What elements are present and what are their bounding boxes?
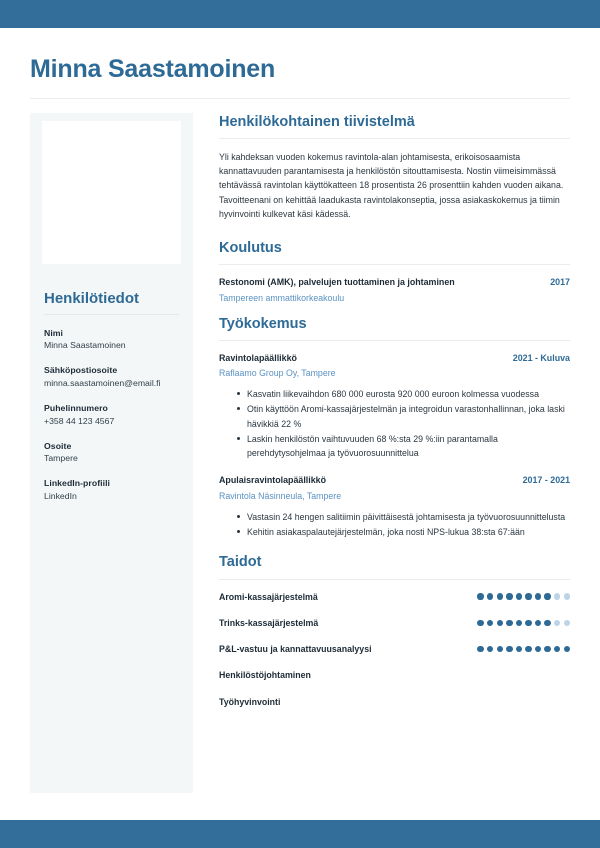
section-divider <box>219 579 570 580</box>
skill-rating <box>477 593 570 599</box>
job-responsibility-list <box>219 387 570 460</box>
profile-photo-placeholder <box>42 121 181 264</box>
rating-dot-filled <box>497 593 503 599</box>
skill-name: Työhyvinvointi <box>219 696 281 707</box>
skill-row <box>219 591 570 603</box>
rating-dot-filled <box>516 593 522 599</box>
section-divider <box>219 340 570 341</box>
section-heading-summary: Henkilökohtainen tiivistelmä <box>219 113 415 130</box>
skill-rating <box>477 620 570 626</box>
section-education <box>219 239 570 305</box>
contact-field-phone <box>44 402 181 428</box>
job-company: Ravintola Näsinneula, Tampere <box>219 490 342 501</box>
job-date: 2021 - Kuluva <box>512 352 570 363</box>
contact-field-email <box>44 364 181 390</box>
job-responsibility-list <box>219 510 570 540</box>
sidebar <box>30 113 193 793</box>
entry-header <box>219 474 570 487</box>
rating-dot-filled <box>497 646 503 652</box>
rating-dot-filled <box>535 646 541 652</box>
rating-dot-empty <box>554 593 560 599</box>
job-title: Apulaisravintolapäällikkö <box>219 475 327 486</box>
contact-field-name <box>44 327 181 353</box>
rating-dot-filled <box>516 620 522 626</box>
rating-dot-filled <box>544 620 550 626</box>
rating-dot-filled <box>487 593 493 599</box>
education-entry <box>219 276 570 304</box>
field-label: Puhelinnumero <box>44 403 108 414</box>
rating-dot-empty <box>564 620 570 626</box>
skill-row <box>219 669 570 681</box>
skill-row <box>219 617 570 629</box>
field-label: LinkedIn-profiili <box>44 478 111 489</box>
skill-name: Trinks-kassajärjestelmä <box>219 617 319 628</box>
rating-dot-filled <box>535 593 541 599</box>
rating-dot-filled <box>506 620 512 626</box>
section-divider <box>219 138 570 139</box>
section-summary <box>219 113 570 221</box>
rating-dot-filled <box>477 593 483 599</box>
rating-dot-filled <box>525 620 531 626</box>
entry-header <box>219 352 570 365</box>
skill-name: Aromi-kassajärjestelmä <box>219 591 318 602</box>
field-value: Minna Saastamoinen <box>44 340 126 351</box>
skill-name: Henkilöstöjohtaminen <box>219 670 311 681</box>
field-label: Nimi <box>44 327 64 338</box>
skill-name: P&L-vastuu ja kannattavuusanalyysi <box>219 644 372 655</box>
skill-row <box>219 643 570 655</box>
list-item: Vastasin 24 hengen salitiimin päivittäisestä johtamisesta ja työvuorosuunnittelusta <box>237 510 570 524</box>
field-value[interactable]: LinkedIn <box>44 490 77 501</box>
rating-dot-filled <box>554 646 560 652</box>
contact-field-linkedin <box>44 477 181 503</box>
job-title: Ravintolapäällikkö <box>219 352 297 363</box>
list-item: Otin käyttöön Aromi-kassajärjestelmän ja integroidun varastonhallinnan, joka laski hävikkiä 22 % <box>237 402 570 431</box>
sidebar-heading-personal-details: Henkilötiedot <box>44 289 140 307</box>
contact-field-address <box>44 440 181 466</box>
page-title: Minna Saastamoinen <box>30 55 276 83</box>
job-date: 2017 - 2021 <box>522 475 570 486</box>
rating-dot-filled <box>525 593 531 599</box>
field-value: +358 44 123 4567 <box>44 415 115 426</box>
entry-header <box>219 276 570 289</box>
summary-text: Yli kahdeksan vuoden kokemus ravintola-alan johtamisesta, erikoisosaamista kannattavuuden parantamisesta ja henkilöstön sitouttamisesta. Nostin viimeisimmässä tehtävässä ravintolan käyttökatteen 18 prosentista 26 prosenttiin kahden vuoden aikana. Tavoitteenani on kehittää laadukasta ravintolakonseptia, jossa asiakaskokemus ja tiimin hyvinvointi kulkevat käsi kädessä. <box>219 151 564 219</box>
field-value: minna.saastamoinen@email.fi <box>44 378 161 389</box>
rating-dot-filled <box>506 646 512 652</box>
job-company: Raflaamo Group Oy, Tampere <box>219 368 336 379</box>
education-degree: Restonomi (AMK), palvelujen tuottaminen ja johtaminen <box>219 277 455 288</box>
skills-list <box>219 591 570 709</box>
two-column-layout <box>30 113 570 793</box>
list-item: Kehitin asiakaspalautejärjestelmän, joka nosti NPS-lukua 38:sta 67:ään <box>237 525 570 539</box>
rating-dot-filled <box>564 646 570 652</box>
title-divider <box>30 98 570 99</box>
rating-dot-filled <box>516 646 522 652</box>
skill-rating <box>477 646 570 652</box>
section-heading-experience: Työkokemus <box>219 315 307 332</box>
field-value: Tampere <box>44 453 78 464</box>
rating-dot-filled <box>544 593 550 599</box>
skill-row <box>219 696 570 708</box>
rating-dot-filled <box>544 646 550 652</box>
rating-dot-filled <box>535 620 541 626</box>
section-skills <box>219 553 570 708</box>
education-date: 2017 <box>550 277 570 288</box>
list-item: Laskin henkilöstön vaihtuvuuden 68 %:sta 29 %:iin parantamalla perehdytysohjelmaa ja työvuorosuunnittelua <box>237 432 570 461</box>
section-experience <box>219 315 570 540</box>
rating-dot-filled <box>477 646 483 652</box>
rating-dot-filled <box>497 620 503 626</box>
field-label: Osoite <box>44 440 72 451</box>
rating-dot-filled <box>487 620 493 626</box>
section-heading-skills: Taidot <box>219 554 262 571</box>
rating-dot-filled <box>477 620 483 626</box>
bottom-accent-bar <box>0 820 600 848</box>
sidebar-heading-divider <box>44 314 179 315</box>
rating-dot-filled <box>525 646 531 652</box>
section-heading-education: Koulutus <box>219 240 282 257</box>
field-label: Sähköpostiosoite <box>44 365 118 376</box>
experience-entry <box>219 474 570 539</box>
rating-dot-empty <box>554 620 560 626</box>
resume-content <box>0 28 600 820</box>
rating-dot-filled <box>506 593 512 599</box>
rating-dot-empty <box>564 593 570 599</box>
list-item: Kasvatin liikevaihdon 680 000 eurosta 920 000 euroon kolmessa vuodessa <box>237 387 570 401</box>
education-school: Tampereen ammattikorkeakoulu <box>219 292 345 303</box>
section-divider <box>219 264 570 265</box>
rating-dot-filled <box>487 646 493 652</box>
experience-entry <box>219 352 570 461</box>
main-column <box>193 113 570 722</box>
top-accent-bar <box>0 0 600 28</box>
